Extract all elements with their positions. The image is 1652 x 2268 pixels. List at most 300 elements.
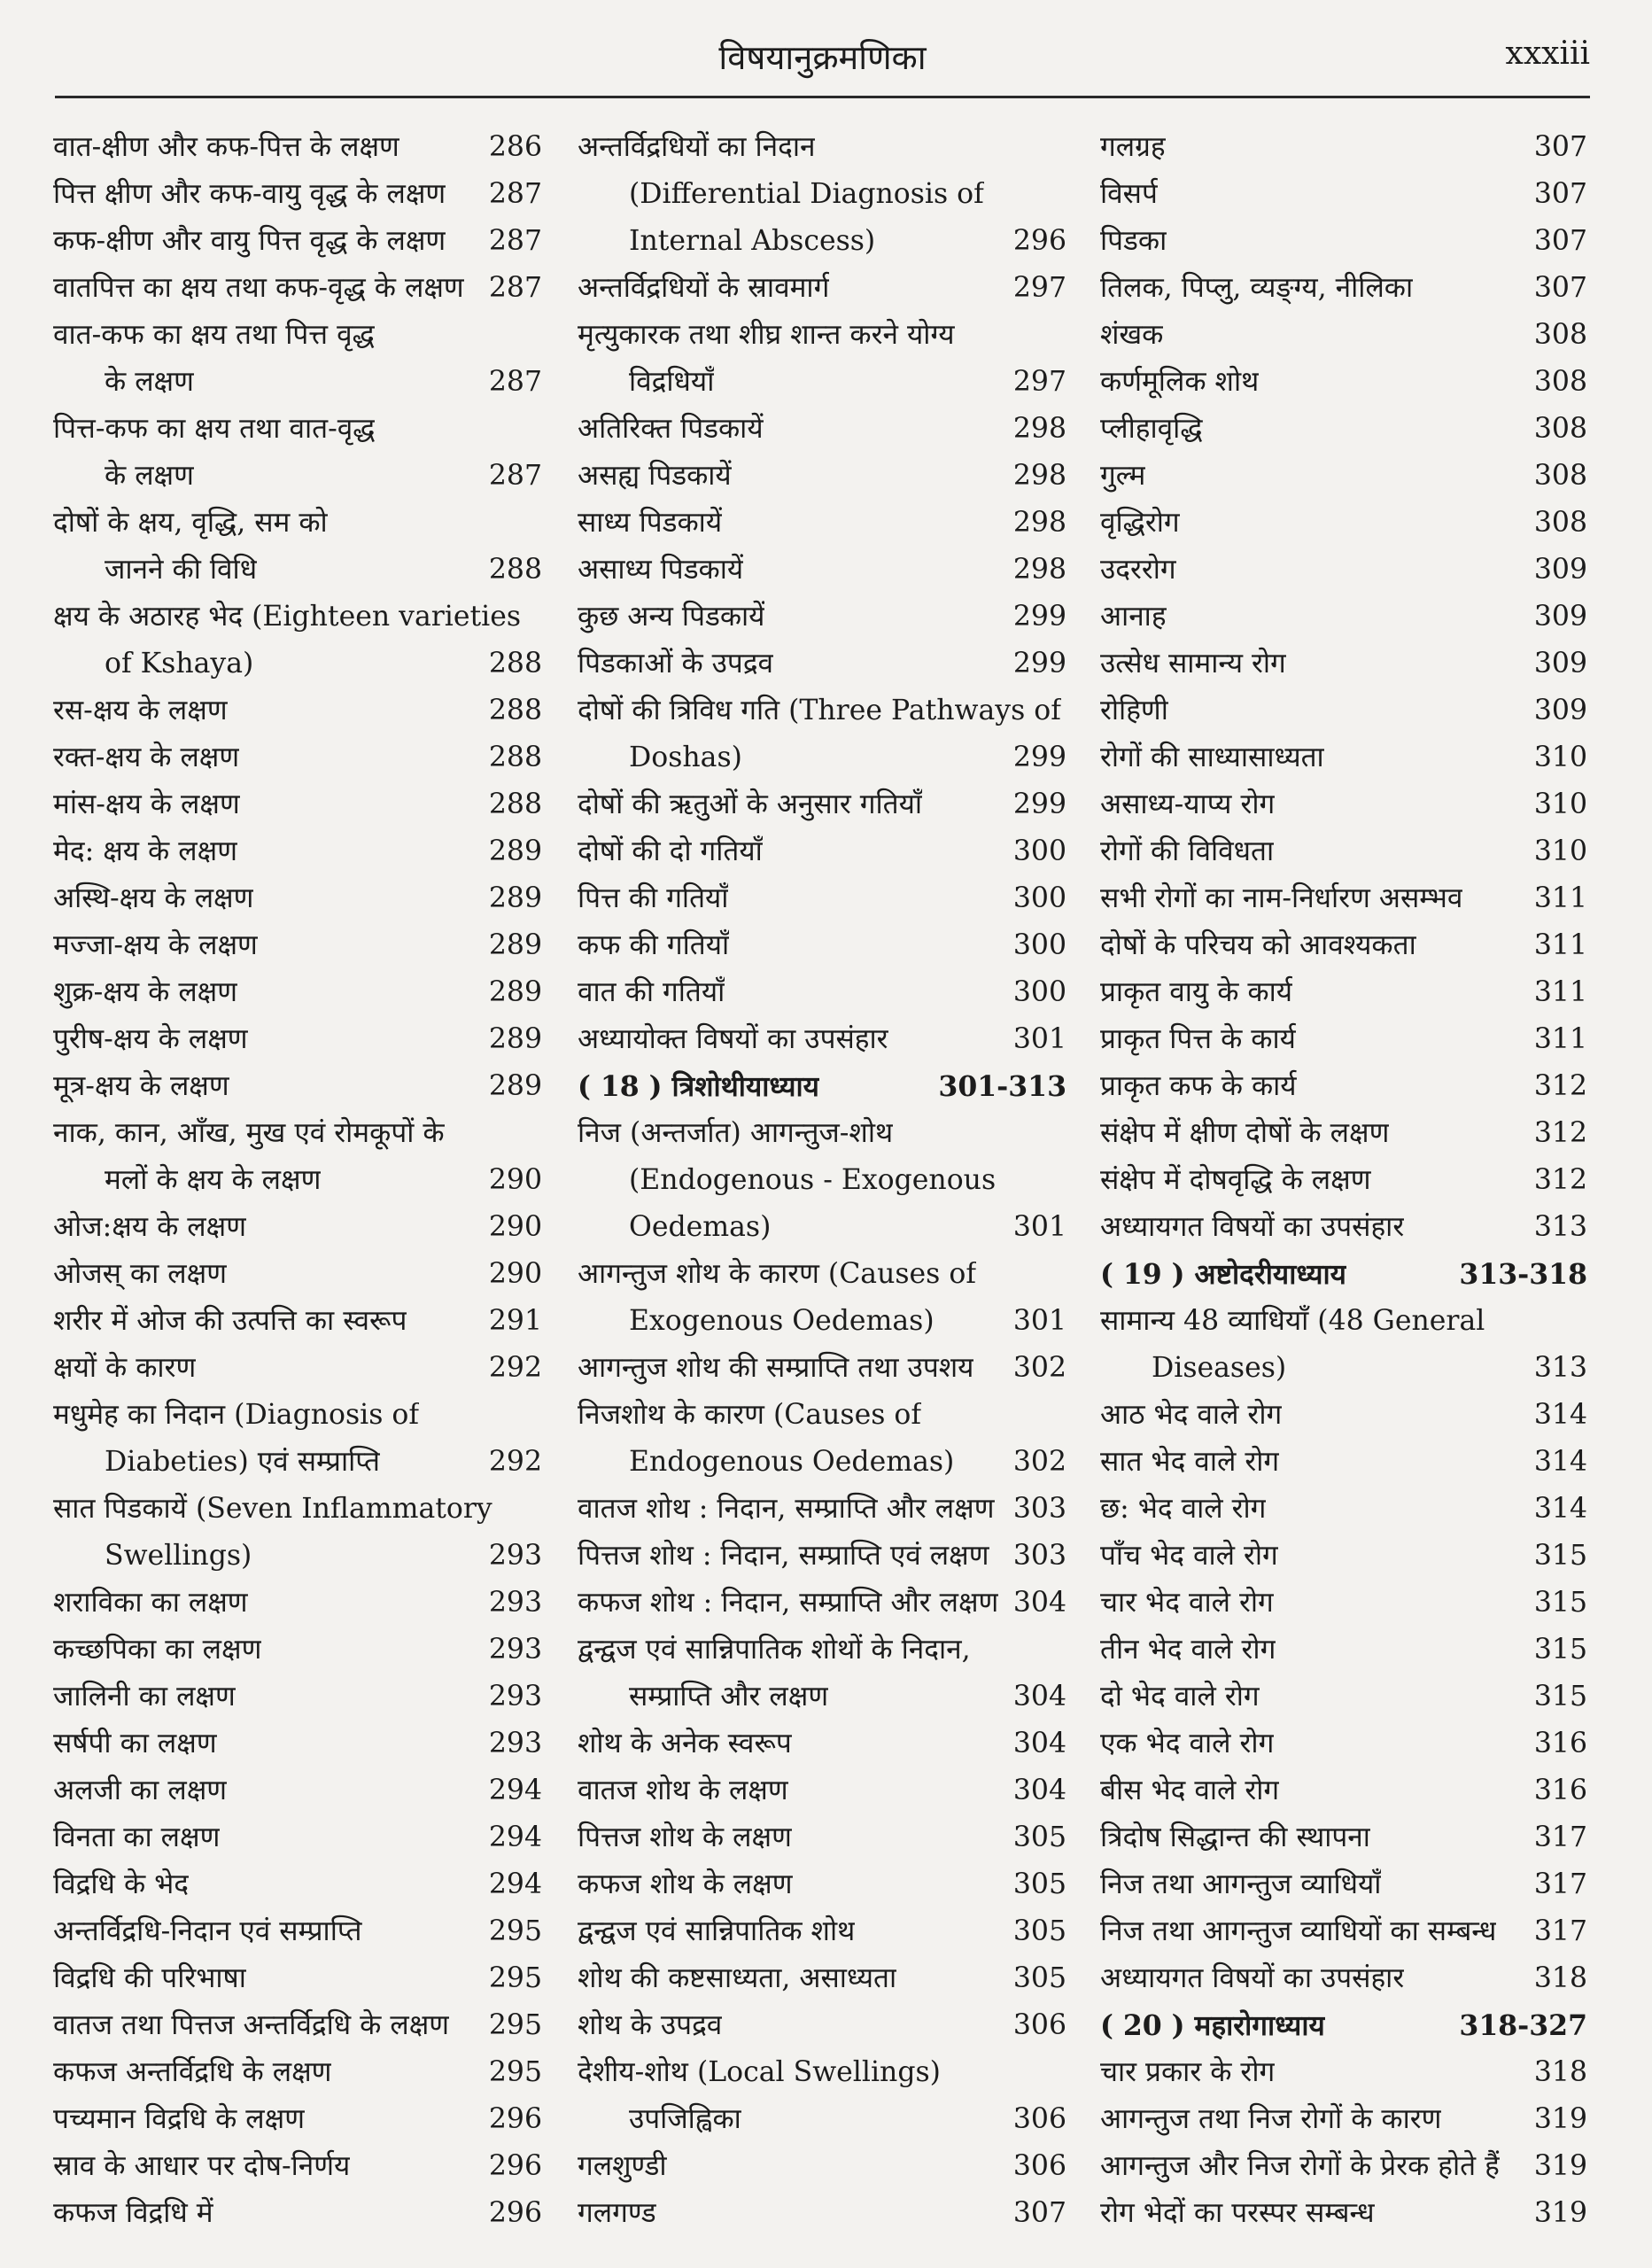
entry-text: मलों के क्षय के लक्षण xyxy=(105,1164,322,1196)
index-entry xyxy=(578,1016,1066,1063)
entry-page-number: 306 xyxy=(1012,2103,1066,2135)
entry-page-number: 288 xyxy=(488,742,542,773)
index-entry xyxy=(1100,1298,1587,1392)
index-entry xyxy=(53,828,542,875)
entry-page-number: 298 xyxy=(1012,413,1066,445)
entry-page-number: 299 xyxy=(1012,648,1066,680)
entry-page-number: 288 xyxy=(488,695,542,726)
index-entry xyxy=(1100,312,1587,359)
index-entry xyxy=(53,687,542,734)
index-entry-line xyxy=(578,781,1066,828)
entry-page-number: 318-327 xyxy=(1459,2009,1587,2042)
index-entry-line xyxy=(1100,2190,1587,2237)
index-entry-line xyxy=(53,1767,542,1814)
entry-page-number: 289 xyxy=(488,976,542,1008)
entry-page-number: 307 xyxy=(1533,131,1587,163)
index-entry xyxy=(53,875,542,922)
index-entry xyxy=(53,2143,542,2190)
index-entry-line xyxy=(1100,1298,1587,1345)
index-entry-line xyxy=(1100,2049,1587,2096)
entry-text: प्राकृत पित्त के कार्य xyxy=(1100,1023,1296,1055)
index-entry-line xyxy=(1100,1392,1587,1439)
index-entry-line xyxy=(53,218,542,265)
index-entry xyxy=(53,1110,542,1204)
index-entry-line xyxy=(53,1345,542,1392)
entry-text: गलशुण्डी xyxy=(578,2150,667,2182)
entry-text: क्षयों के कारण xyxy=(53,1352,197,1384)
entry-text: कुछ अन्य पिडकायें xyxy=(578,601,765,633)
entry-text: अध्यायोक्त विषयों का उपसंहार xyxy=(578,1023,888,1055)
index-entry-line xyxy=(1100,2143,1587,2190)
entry-text: प्लीहावृद्धि xyxy=(1100,413,1203,445)
index-entry xyxy=(53,1251,542,1298)
entry-text: शराविका का लक्षण xyxy=(53,1587,248,1619)
entry-page-number: 300 xyxy=(1012,835,1066,867)
entry-page-number: 308 xyxy=(1533,460,1587,492)
entry-text: निजशोथ के कारण (Causes of xyxy=(578,1399,922,1431)
index-entry-line xyxy=(1100,969,1587,1016)
index-entry xyxy=(1100,734,1587,781)
entry-page-number: 290 xyxy=(488,1258,542,1290)
index-entry xyxy=(578,1908,1066,1955)
entry-text: सम्प्राप्ति और लक्षण xyxy=(629,1681,829,1713)
index-entry xyxy=(1100,453,1587,500)
index-entry-line xyxy=(1100,1157,1587,1204)
index-entry-line xyxy=(53,1392,542,1439)
index-entry xyxy=(1100,1204,1587,1251)
index-entry-line xyxy=(1100,265,1587,312)
entry-page-number: 295 xyxy=(488,1915,542,1947)
entry-page-number: 312 xyxy=(1533,1164,1587,1196)
entry-text: (Differential Diagnosis of xyxy=(629,178,984,210)
index-entry xyxy=(578,312,1066,406)
entry-text: कफ-क्षीण और वायु पित्त वृद्ध के लक्षण xyxy=(53,225,446,257)
entry-page-number: 299 xyxy=(1012,601,1066,633)
index-entry xyxy=(53,1392,542,1486)
entry-page-number: 295 xyxy=(488,2009,542,2041)
entry-text: प्राकृत वायु के कार्य xyxy=(1100,976,1293,1008)
entry-page-number: 296 xyxy=(1012,225,1066,257)
entry-text: पित्तज शोथ के लक्षण xyxy=(578,1821,792,1853)
entry-page-number: 301 xyxy=(1012,1305,1066,1337)
index-entry xyxy=(578,2143,1066,2190)
entry-page-number: 296 xyxy=(488,2197,542,2229)
header-rule xyxy=(55,96,1590,98)
index-entry xyxy=(578,1627,1066,1720)
index-entry-line xyxy=(1100,1674,1587,1720)
index-entry-line xyxy=(1100,1486,1587,1533)
entry-page-number: 305 xyxy=(1012,1821,1066,1853)
index-entry xyxy=(578,1486,1066,1533)
entry-text: ( 19 ) अष्टोदरीयाध्याय xyxy=(1100,1258,1346,1291)
index-entry xyxy=(53,969,542,1016)
entry-page-number: 317 xyxy=(1533,1821,1587,1853)
entry-page-number: 304 xyxy=(1012,1775,1066,1806)
index-entry xyxy=(578,1955,1066,2002)
index-entry-line xyxy=(53,687,542,734)
index-entry-line xyxy=(578,687,1066,734)
index-entry-line xyxy=(1100,1439,1587,1486)
entry-page-number: 294 xyxy=(488,1775,542,1806)
entry-text: कफज शोथ के लक्षण xyxy=(578,1868,793,1900)
index-entry-line xyxy=(53,875,542,922)
index-entry xyxy=(578,1861,1066,1908)
chapter-heading xyxy=(1100,1251,1587,1298)
index-entry xyxy=(578,969,1066,1016)
entry-text: Doshas) xyxy=(629,742,742,773)
page-header xyxy=(55,25,1590,96)
entry-page-number: 310 xyxy=(1533,835,1587,867)
index-entry xyxy=(53,124,542,171)
entry-text: शुक्र-क्षय के लक्षण xyxy=(53,976,238,1008)
entry-text: पित्त की गतियाँ xyxy=(578,882,729,914)
entry-page-number: 292 xyxy=(488,1446,542,1478)
index-entry xyxy=(578,687,1066,781)
entry-page-number: 303 xyxy=(1012,1493,1066,1525)
index-entry xyxy=(578,2002,1066,2049)
entry-page-number: 289 xyxy=(488,882,542,914)
index-entry xyxy=(53,312,542,406)
entry-text: नाक, कान, आँख, मुख एवं रोमकूपों के xyxy=(53,1117,445,1149)
entry-text: कर्णमूलिक शोथ xyxy=(1100,366,1260,398)
index-entry xyxy=(578,124,1066,265)
entry-text: पित्त क्षीण और कफ-वायु वृद्ध के लक्षण xyxy=(53,178,446,210)
index-entry-line xyxy=(53,2143,542,2190)
entry-text: पिडकाओं के उपद्रव xyxy=(578,648,774,680)
entry-page-number: 312 xyxy=(1533,1070,1587,1102)
entry-page-number: 301-313 xyxy=(938,1070,1066,1103)
entry-text: रोगों की साध्यासाध्यता xyxy=(1100,742,1324,773)
index-entry-line xyxy=(1100,1110,1587,1157)
entry-page-number: 302 xyxy=(1012,1352,1066,1384)
index-entry-line xyxy=(53,1533,542,1580)
entry-text: शरीर में ओज की उत्पत्ति का स्वरूप xyxy=(53,1305,407,1337)
entry-text: अन्तर्विद्रधियों का निदान xyxy=(578,131,816,163)
index-entry xyxy=(53,265,542,312)
entry-page-number: 318 xyxy=(1533,1962,1587,1994)
index-entry xyxy=(1100,1110,1587,1157)
entry-page-number: 311 xyxy=(1533,882,1587,914)
index-entry xyxy=(578,1110,1066,1251)
index-column-3 xyxy=(1100,124,1587,2237)
index-entry-line xyxy=(1100,1720,1587,1767)
entry-text: तिलक, पिप्लु, व्यङ्ग्य, नीलिका xyxy=(1100,272,1414,304)
entry-text: कफज विद्रधि में xyxy=(53,2197,213,2229)
index-entry xyxy=(1100,406,1587,453)
entry-text: के लक्षण xyxy=(105,366,194,398)
entry-page-number: 313 xyxy=(1533,1352,1587,1384)
entry-text: असाध्य-याप्य रोग xyxy=(1100,788,1276,820)
index-entry-line xyxy=(578,922,1066,969)
entry-page-number: 310 xyxy=(1533,788,1587,820)
entry-text: रोग भेदों का परस्पर सम्बन्ध xyxy=(1100,2197,1375,2229)
entry-text: सात पिडकायें (Seven Inflammatory xyxy=(53,1493,492,1525)
entry-text: चार प्रकार के रोग xyxy=(1100,2056,1276,2088)
entry-page-number: 307 xyxy=(1533,178,1587,210)
entry-text: प्राकृत कफ के कार्य xyxy=(1100,1070,1297,1102)
index-entry-line xyxy=(53,1157,542,1204)
entry-text: मेद: क्षय के लक्षण xyxy=(53,835,237,867)
entry-page-number: 317 xyxy=(1533,1868,1587,1900)
index-entry xyxy=(1100,1392,1587,1439)
index-entry-line xyxy=(578,1767,1066,1814)
index-entry-line xyxy=(53,734,542,781)
index-entry xyxy=(1100,969,1587,1016)
index-entry-line xyxy=(578,2002,1066,2049)
entry-text: वातज शोथ के लक्षण xyxy=(578,1775,788,1806)
index-entry xyxy=(1100,1720,1587,1767)
entry-text: मज्जा-क्षय के लक्षण xyxy=(53,929,258,961)
index-entry xyxy=(578,1767,1066,1814)
entry-text: पाँच भेद वाले रोग xyxy=(1100,1540,1278,1572)
index-entry xyxy=(53,1580,542,1627)
entry-text: संक्षेप में दोषवृद्धि के लक्षण xyxy=(1100,1164,1371,1196)
entry-text: शंखक xyxy=(1100,319,1164,351)
entry-text: उदररोग xyxy=(1100,554,1176,586)
entry-text: देशीय-शोथ (Local Swellings) xyxy=(578,2056,941,2088)
index-entry xyxy=(1100,781,1587,828)
page-title: विषयानुक्रमणिका xyxy=(718,38,927,77)
index-entry-line xyxy=(578,171,1066,218)
entry-page-number: 304 xyxy=(1012,1587,1066,1619)
entry-text: वात-कफ का क्षय तथा पित्त वृद्ध xyxy=(53,319,375,351)
entry-text: ( 20 ) महारोगाध्याय xyxy=(1100,2009,1325,2042)
index-entry-line xyxy=(1100,171,1587,218)
index-entry-line xyxy=(578,1533,1066,1580)
entry-page-number: 309 xyxy=(1533,648,1587,680)
index-entry xyxy=(53,1016,542,1063)
entry-text: ओज:क्षय के लक्षण xyxy=(53,1211,247,1243)
index-entry-line xyxy=(578,359,1066,406)
index-entry-line xyxy=(53,312,542,359)
entry-text: वृद्धिरोग xyxy=(1100,507,1180,539)
index-entry-line xyxy=(53,1720,542,1767)
index-entry-line xyxy=(578,1298,1066,1345)
index-entry-line xyxy=(578,2143,1066,2190)
index-entry xyxy=(53,1674,542,1720)
entry-text: जालिनी का लक्षण xyxy=(53,1681,236,1713)
entry-text: विद्रधि की परिभाषा xyxy=(53,1962,246,1994)
entry-page-number: 313-318 xyxy=(1459,1258,1587,1291)
index-entry-line xyxy=(578,2096,1066,2143)
index-entry xyxy=(578,641,1066,687)
index-entry xyxy=(578,594,1066,641)
index-entry-line xyxy=(1100,1016,1587,1063)
index-entry xyxy=(578,453,1066,500)
index-entry-line xyxy=(53,359,542,406)
index-entry-line xyxy=(1100,1908,1587,1955)
index-column-1 xyxy=(53,124,542,2237)
entry-page-number: 305 xyxy=(1012,1962,1066,1994)
index-entry-line xyxy=(1100,547,1587,594)
entry-text: Diseases) xyxy=(1152,1352,1287,1384)
entry-page-number: 293 xyxy=(488,1587,542,1619)
entry-text: मूत्र-क्षय के लक्षण xyxy=(53,1070,229,1102)
entry-page-number: 289 xyxy=(488,1070,542,1102)
index-entry-line xyxy=(53,1580,542,1627)
index-entry-line xyxy=(578,1157,1066,1204)
entry-page-number: 294 xyxy=(488,1821,542,1853)
index-entry-line xyxy=(578,1251,1066,1298)
index-entry-line xyxy=(578,734,1066,781)
entry-page-number: 294 xyxy=(488,1868,542,1900)
entry-page-number: 290 xyxy=(488,1211,542,1243)
index-entry-line xyxy=(1100,1251,1587,1298)
entry-text: सर्षपी का लक्षण xyxy=(53,1728,217,1759)
index-entry-line xyxy=(578,406,1066,453)
entry-page-number: 287 xyxy=(488,366,542,398)
index-entry-line xyxy=(1100,1204,1587,1251)
index-entry xyxy=(1100,1861,1587,1908)
entry-text: रस-क्षय के लक्षण xyxy=(53,695,228,726)
index-entry xyxy=(578,1533,1066,1580)
index-entry-line xyxy=(53,406,542,453)
index-entry-line xyxy=(578,1580,1066,1627)
entry-page-number: 302 xyxy=(1012,1446,1066,1478)
entry-text: क्षय के अठारह भेद (Eighteen varieties xyxy=(53,601,522,633)
index-entry xyxy=(578,922,1066,969)
entry-page-number: 289 xyxy=(488,929,542,961)
entry-text: द्वन्द्वज एवं सान्निपातिक शोथ xyxy=(578,1915,856,1947)
entry-text: रोहिणी xyxy=(1100,695,1168,726)
entry-page-number: 297 xyxy=(1012,272,1066,304)
index-entry xyxy=(53,1345,542,1392)
index-entry-line xyxy=(53,1110,542,1157)
index-entry xyxy=(53,2190,542,2237)
entry-text: Oedemas) xyxy=(629,1211,772,1243)
entry-text: निज (अन्तर्जात) आगन्तुज-शोथ xyxy=(578,1117,894,1149)
index-entry xyxy=(53,1063,542,1110)
index-entry-line xyxy=(1100,687,1587,734)
index-entry-line xyxy=(53,265,542,312)
index-entry xyxy=(1100,1533,1587,1580)
index-entry-line xyxy=(578,875,1066,922)
entry-page-number: 300 xyxy=(1012,976,1066,1008)
entry-text: दो भेद वाले रोग xyxy=(1100,1681,1260,1713)
index-entry xyxy=(53,1204,542,1251)
index-entry xyxy=(1100,1486,1587,1533)
entry-text: दोषों की ऋतुओं के अनुसार गतियाँ xyxy=(578,788,923,820)
entry-text: के लक्षण xyxy=(105,460,194,492)
index-entry-line xyxy=(53,124,542,171)
index-entry-line xyxy=(1100,922,1587,969)
index-entry xyxy=(1100,687,1587,734)
entry-text: कफज शोथ : निदान, सम्प्राप्ति और लक्षण xyxy=(578,1587,999,1619)
entry-text: शोथ के अनेक स्वरूप xyxy=(578,1728,792,1759)
entry-page-number: 310 xyxy=(1533,742,1587,773)
entry-page-number: 307 xyxy=(1012,2197,1066,2229)
entry-page-number: 305 xyxy=(1012,1915,1066,1947)
index-entry xyxy=(53,406,542,500)
entry-page-number: 308 xyxy=(1533,366,1587,398)
entry-text: ( 18 ) त्रिशोथीयाध्याय xyxy=(578,1070,819,1103)
entry-page-number: 319 xyxy=(1533,2150,1587,2182)
index-entry-line xyxy=(1100,734,1587,781)
index-entry xyxy=(1100,171,1587,218)
entry-text: Diabeties) एवं सम्प्राप्ति xyxy=(105,1446,380,1478)
entry-page-number: 309 xyxy=(1533,695,1587,726)
index-entry xyxy=(578,1251,1066,1345)
index-entry xyxy=(1100,922,1587,969)
entry-page-number: 290 xyxy=(488,1164,542,1196)
index-entry-line xyxy=(53,2002,542,2049)
index-entry xyxy=(53,1908,542,1955)
entry-page-number: 287 xyxy=(488,178,542,210)
index-entry-line xyxy=(1100,781,1587,828)
index-entry-line xyxy=(53,1861,542,1908)
index-entry xyxy=(1100,1580,1587,1627)
index-entry-line xyxy=(53,500,542,547)
entry-page-number: 306 xyxy=(1012,2150,1066,2182)
index-entry-line xyxy=(53,1016,542,1063)
index-entry-line xyxy=(53,1627,542,1674)
index-entry xyxy=(53,1486,542,1580)
entry-page-number: 300 xyxy=(1012,929,1066,961)
index-entry xyxy=(578,1814,1066,1861)
index-entry xyxy=(578,1720,1066,1767)
index-entry-line xyxy=(53,547,542,594)
entry-text: विसर्प xyxy=(1100,178,1158,210)
entry-text: विद्रधियाँ xyxy=(629,366,715,398)
entry-page-number: 291 xyxy=(488,1305,542,1337)
entry-page-number: 311 xyxy=(1533,976,1587,1008)
index-entry xyxy=(53,1955,542,2002)
index-entry xyxy=(1100,1157,1587,1204)
index-entry xyxy=(53,2002,542,2049)
index-entry-line xyxy=(578,1861,1066,1908)
index-entry-line xyxy=(578,500,1066,547)
index-entry-line xyxy=(578,1814,1066,1861)
index-entry-line xyxy=(53,641,542,687)
entry-text: (Endogenous - Exogenous xyxy=(629,1164,997,1196)
index-entry xyxy=(578,1345,1066,1392)
index-entry-line xyxy=(578,1908,1066,1955)
entry-text: अन्तर्विद्रधि-निदान एवं सम्प्राप्ति xyxy=(53,1915,362,1947)
entry-page-number: 315 xyxy=(1533,1634,1587,1666)
index-entry xyxy=(1100,828,1587,875)
entry-page-number: 316 xyxy=(1533,1728,1587,1759)
index-entry xyxy=(1100,2096,1587,2143)
index-entry xyxy=(53,1767,542,1814)
entry-page-number: 298 xyxy=(1012,554,1066,586)
entry-page-number: 308 xyxy=(1533,319,1587,351)
index-entry-line xyxy=(53,1908,542,1955)
entry-text: वातपित्त का क्षय तथा कफ-वृद्ध के लक्षण xyxy=(53,272,464,304)
entry-page-number: 316 xyxy=(1533,1775,1587,1806)
entry-page-number: 306 xyxy=(1012,2009,1066,2041)
entry-page-number: 309 xyxy=(1533,601,1587,633)
index-entry-line xyxy=(578,969,1066,1016)
entry-page-number: 293 xyxy=(488,1540,542,1572)
entry-page-number: 304 xyxy=(1012,1728,1066,1759)
entry-text: Endogenous Oedemas) xyxy=(629,1446,955,1478)
entry-page-number: 286 xyxy=(488,131,542,163)
entry-page-number: 287 xyxy=(488,272,542,304)
index-entry xyxy=(53,781,542,828)
index-entry-line xyxy=(1100,500,1587,547)
entry-text: संक्षेप में क्षीण दोषों के लक्षण xyxy=(1100,1117,1390,1149)
entry-page-number: 293 xyxy=(488,1728,542,1759)
entry-text: अलजी का लक्षण xyxy=(53,1775,228,1806)
index-entry-line xyxy=(578,1392,1066,1439)
entry-page-number: 300 xyxy=(1012,882,1066,914)
index-entry-line xyxy=(1100,406,1587,453)
entry-text: साध्य पिडकायें xyxy=(578,507,723,539)
entry-page-number: 299 xyxy=(1012,742,1066,773)
entry-page-number: 292 xyxy=(488,1352,542,1384)
index-entry-line xyxy=(1100,875,1587,922)
entry-text: पुरीष-क्षय के लक्षण xyxy=(53,1023,248,1055)
